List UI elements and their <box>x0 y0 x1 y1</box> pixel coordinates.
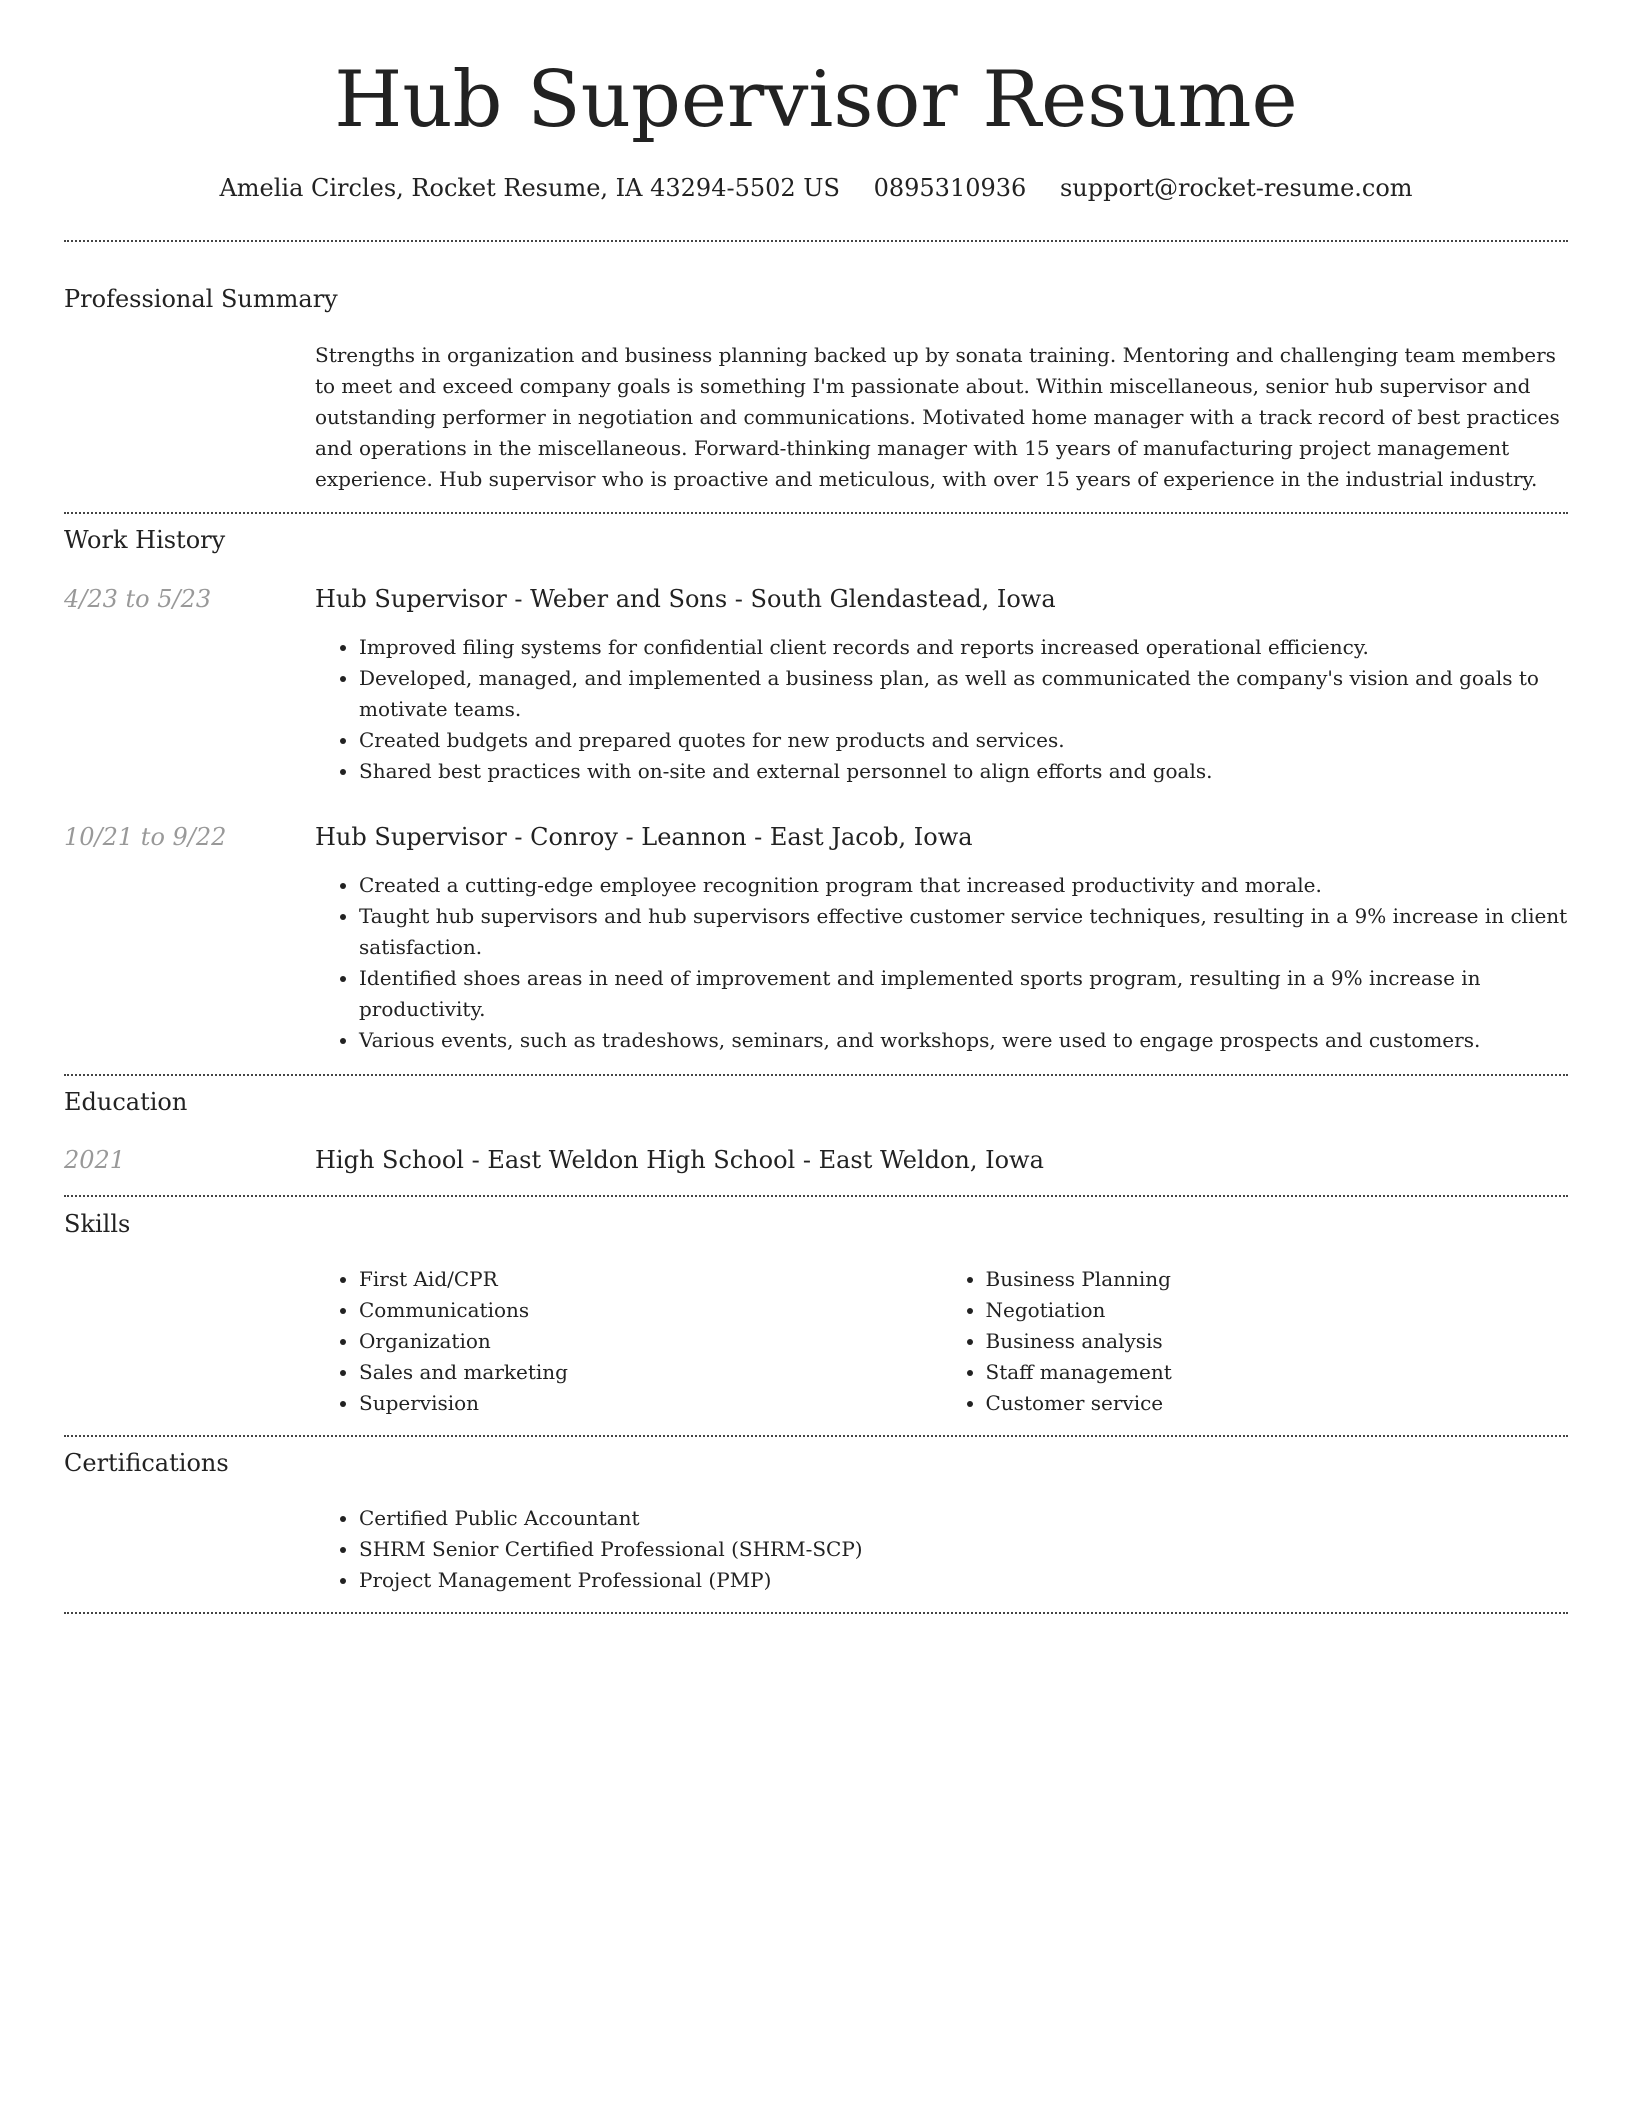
education-heading: Education <box>64 1088 188 1116</box>
education-year: 2021 <box>64 1146 126 1174</box>
divider-certifications <box>64 1612 1568 1614</box>
certifications-list <box>315 1503 1568 1596</box>
summary-text: Strengths in organization and business planning backed up by sonata training. Mentoring and challenging team members to meet and exceed company goals is something I'm passionate about. Within miscellaneous, senior hub supervisor and outstanding performer in negotiation and communications. Motivated home manager with a track record of best practices and operations in the miscellaneous. Forward-thinking manager with 15 years of manufacturing project management experience. Hub supervisor who is proactive and meticulous, with over 15 years of experience in the industrial industry. <box>315 343 1560 491</box>
summary-block <box>315 340 1568 495</box>
job-dates: 4/23 to 5/23 <box>64 585 212 613</box>
certification-item: • Project Management Professional (PMP) <box>359 1565 1568 1596</box>
job-bullet-list <box>315 870 1568 1056</box>
job-title: Hub Supervisor - Conroy - Leannon - East Jacob, Iowa <box>315 823 973 851</box>
contact-line <box>64 170 1568 206</box>
skill-item: • Business analysis <box>986 1326 1569 1357</box>
job-bullet: • Created budgets and prepared quotes for new products and services. <box>359 725 1568 756</box>
contact-address: Amelia Circles, Rocket Resume, IA 43294-5502 US <box>219 174 840 202</box>
certifications-block <box>315 1503 1568 1596</box>
certifications-heading: Certifications <box>64 1449 229 1477</box>
job-bullet-list <box>315 632 1568 787</box>
skills-list-left <box>315 1264 942 1419</box>
skill-item: • Customer service <box>986 1388 1569 1419</box>
divider-header <box>64 240 1568 242</box>
job-bullet: • Taught hub supervisors and hub supervisors effective customer service techniques, resulting in a 9% increase in client satisfaction. <box>359 901 1568 963</box>
contact-email: support@rocket-resume.com <box>1059 174 1413 202</box>
job-bullets-block <box>315 632 1568 787</box>
skill-item: • Staff management <box>986 1357 1569 1388</box>
job-dates: 10/21 to 9/22 <box>64 823 227 851</box>
job-bullet: • Shared best practices with on-site and external personnel to align efforts and goals. <box>359 756 1568 787</box>
skill-item: • Supervision <box>359 1388 942 1419</box>
education-entry: High School - East Weldon High School - East Weldon, Iowa <box>315 1146 1044 1174</box>
skills-block <box>315 1264 1568 1419</box>
resume-title: Hub Supervisor Resume <box>334 55 1298 145</box>
skills-grid <box>315 1264 1568 1419</box>
job-bullet: • Various events, such as tradeshows, seminars, and workshops, were used to engage prospects and customers. <box>359 1025 1568 1056</box>
work-heading: Work History <box>64 526 226 554</box>
job-bullet: • Improved filing systems for confidential client records and reports increased operational efficiency. <box>359 632 1568 663</box>
job-bullet: • Developed, managed, and implemented a business plan, as well as communicated the company's vision and goals to motivate teams. <box>359 663 1568 725</box>
skill-item: • First Aid/CPR <box>359 1264 942 1295</box>
skills-list-right <box>942 1264 1569 1419</box>
divider-education <box>64 1195 1568 1197</box>
divider-work <box>64 1074 1568 1076</box>
divider-skills <box>64 1435 1568 1437</box>
job-bullets-block <box>315 870 1568 1056</box>
job-bullet: • Identified shoes areas in need of improvement and implemented sports program, resulting in a 9% increase in productivity. <box>359 963 1568 1025</box>
skill-item: • Sales and marketing <box>359 1357 942 1388</box>
summary-heading: Professional Summary <box>64 285 338 313</box>
skill-item: • Communications <box>359 1295 942 1326</box>
skill-item: • Negotiation <box>986 1295 1569 1326</box>
contact-phone: 0895310936 <box>873 174 1027 202</box>
skill-item: • Business Planning <box>986 1264 1569 1295</box>
skills-heading: Skills <box>64 1210 131 1238</box>
certification-item: • Certified Public Accountant <box>359 1503 1568 1534</box>
skill-item: • Organization <box>359 1326 942 1357</box>
job-bullet: • Created a cutting-edge employee recognition program that increased productivity and morale. <box>359 870 1568 901</box>
divider-summary <box>64 512 1568 514</box>
job-title: Hub Supervisor - Weber and Sons - South Glendastead, Iowa <box>315 585 1056 613</box>
certification-item: • SHRM Senior Certified Professional (SHRM-SCP) <box>359 1534 1568 1565</box>
